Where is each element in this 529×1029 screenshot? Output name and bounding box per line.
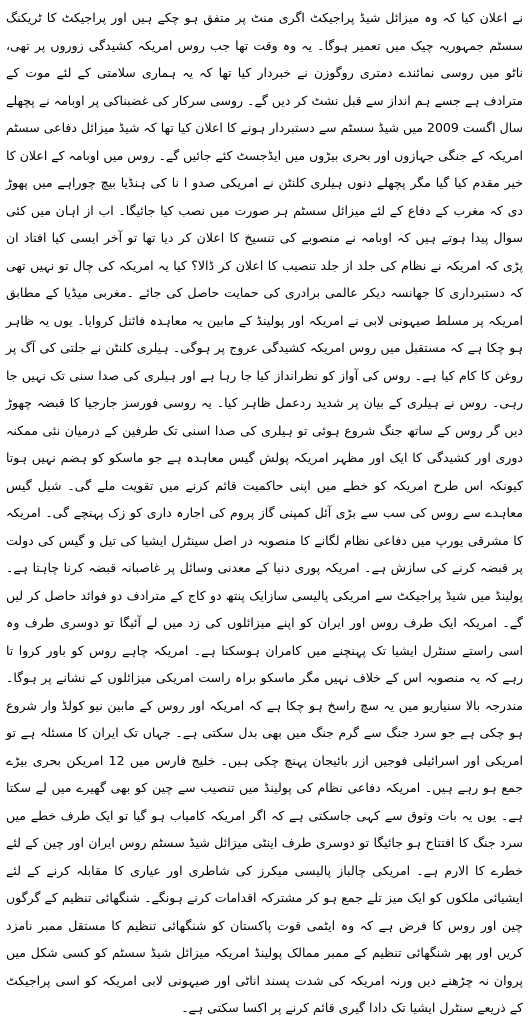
article-body: نے اعلان کیا کہ وہ میزائل شیڈ پراجیکٹ اگری منٹ پر متفق ہو چکے ہیں اور پراجیکٹ کا ٹریکنگ سسٹم جمہوریہ چیک میں تعمیر ہوگا۔ یہ وہ وقت تھا جب روس امریکہ کشیدگی زوروں پر تھی، ناٹو میں روسی نمائندے دمتری روگوزن نے خبردار کیا تھا کہ یہ ہماری سلامتی کے لئے موت کے مترادف ہے جسے ہم انداز سے قبل نشٹ کر دیں گے۔ روسی سرکار کی غضبناکی پر اوبامہ نے پچھلے سال اگست 2009 میں شیڈ سسٹم سے دستبردار ہونے کا اعلان کیا تھا کہ شیڈ میزائل دفاعی سسٹم امریکہ کے جنگی جہازوں اور بحری بیڑوں میں ایڈجسٹ کئے جائیں گے۔ روس میں اوبامہ کے اعلان کا خیر مقدم کیا گیا مگر پچھلے دنوں ہیلری کلنٹن نے امریکی صدو ا نا کی ہنڈیا بیچ چوراہے میں پھوڑ دی کہ مغرب کے دفاع کے لئے میزائل سسٹم ہر صورت میں نصب کیا جائیگا۔ اب از اہان میں کئی سوال پیدا ہوتے ہیں کہ اوبامہ نے منصوبے کی تنسیخ کا اعلان کر دیا تھا تو آخر ایسی کیا افتاد ان پڑی کہ امریکہ نے نظام کی جلد از جلد تنصیب کا اعلان کر ڈالا؟ کیا یہ امریکہ کی چال تو نہیں تھی کہ دستبرداری کا جھانسہ دیکر عالمی برادری کی حمایت حاصل کی جائے ۔مغربی میڈیا کے مطابق امریکہ پر مسلط صیہونی لابی نے امریکہ اور پولینڈ کے مابین یہ معاہدہ فائنل کروایا۔ یوں یہ ظاہر ہو چکا ہے کہ مستقبل میں روس امریکہ کشیدگی عروج پر ہوگی۔ ہیلری کلنٹن نے جلتی کی آگ پر روغن کا کام کیا ہے۔ روس کی آواز کو نظرانداز کیا جا رہا ہے اور ہیلری کی صدا سنی تک نہیں جا رہی۔ روس نے ہیلری کے بیان پر شدید ردعمل ظاہر کیا۔ یہ روسی فورسز جارجیا کا قبضہ چھوڑ دیں گر روس کے ساتھ جنگ شروع ہوئی تو ہیلری کی صدا اسنی تک طرفین کے درمیان نئی ممکنہ دوری اور کشیدگی کا ایک اور مظہر امریکہ پولش گیس معاہدہ ہے جو ماسکو کو ہضم نہیں ہوتا کیونکہ اس طرح امریکہ کو خطے میں اپنی حاکمیت قائم کرنے میں تقویت ملے گی۔ شیل گیس معاہدے سے روس کی سب سے بڑی آئل کمپنی گاز پروم کی اجارہ داری کو زک پہنچے گی۔ امریکہ کا مشرقی یورپ میں دفاعی نظام لگانے کا منصوبہ در اصل سینٹرل ایشیا کی تیل و گیس کی دولت پر قبضہ کرنے کی سازش ہے۔ امریکہ پوری دنیا کے معدنی وسائل پر غاصبانہ قبضہ کرنا چاہتا ہے۔ پولینڈ میں شیڈ پراجیکٹ سے امریکی پالیسی سازایک پنتھ دو کاج کے مترادف دو فوائد حاصل کر لیں گے۔ امریکہ ایک طرف روس اور ایران کو اپنے میزائلوں کی زد میں لے آئیگا تو دوسری طرف وہ اسی راستے سنٹرل ایشیا تک پہنچنے میں کامران ہوسکتا ہے۔ امریکہ چاہے روس کو باور کروا تا رہے کہ یہ منصوبہ اس کے خلاف نہیں مگر ماسکو براہ راست امریکی میزائلوں کے نشانے پر ہوگا۔ مندرجہ بالا سنیاریو میں یہ سچ راسخ ہو چکا ہے کہ امریکہ اور روس کے مابین نیو کولڈ وار شروع ہو چکی ہے جو سرد جنگ سے گرم جنگ میں بھی بدل سکتی ہے۔ جہاں تک ایران کا مسئلہ ہے تو امریکی اور اسرائیلی فوجیں ازر بائیجان پہنچ چکی ہیں۔ خلیج فارس میں 12 امریکن بحری بیڑے جمع ہو رہے ہیں۔ امریکہ دفاعی نظام کی پولینڈ میں تنصیب سے چین کو بھی گھیرے میں لے سکتا ہے۔ یوں یہ بات وثوق سے کہی جاسکتی ہے کہ اگر امریکہ کامیاب ہو گیا تو ایک طرف خطے میں سرد جنگ کا افتتاح ہو جائیگا تو دوسری طرف اینٹی میزائل شیڈ سسٹم روس ایران اور چین کے لئے خطرے کا الارم ہے۔ امریکی چالباز پالیسی میکرز کی شاطری اور عیاری کا مقابلہ کرنے کے لئے ایشیائی ملکوں کو ایک میز تلے جمع ہو کر مشترکہ اقدامات کرنے ہونگے۔ شنگھائی تنظیم کے گرگوں چین اور روس کا فرض ہے کہ وہ ایٹمی قوت پاکستان کو شنگھائی تنظیم کا مستقل ممبر نامزد کریں اور پھر شنگھائی تنظیم کے ممبر ممالک پولینڈ امریکہ میزائل شیڈ سسٹم کو کسی شکل میں پروان نہ چڑھنے دیں ورنہ امریکہ کی شدت پسند اناٹی اور صیہونی لابی امریکہ کو اسی پراجیکٹ کے ذریعے سنٹرل ایشیا تک دادا گیری قائم کرنے پر اکسا سکتی ہے۔ xyxy=(6,10,524,1015)
